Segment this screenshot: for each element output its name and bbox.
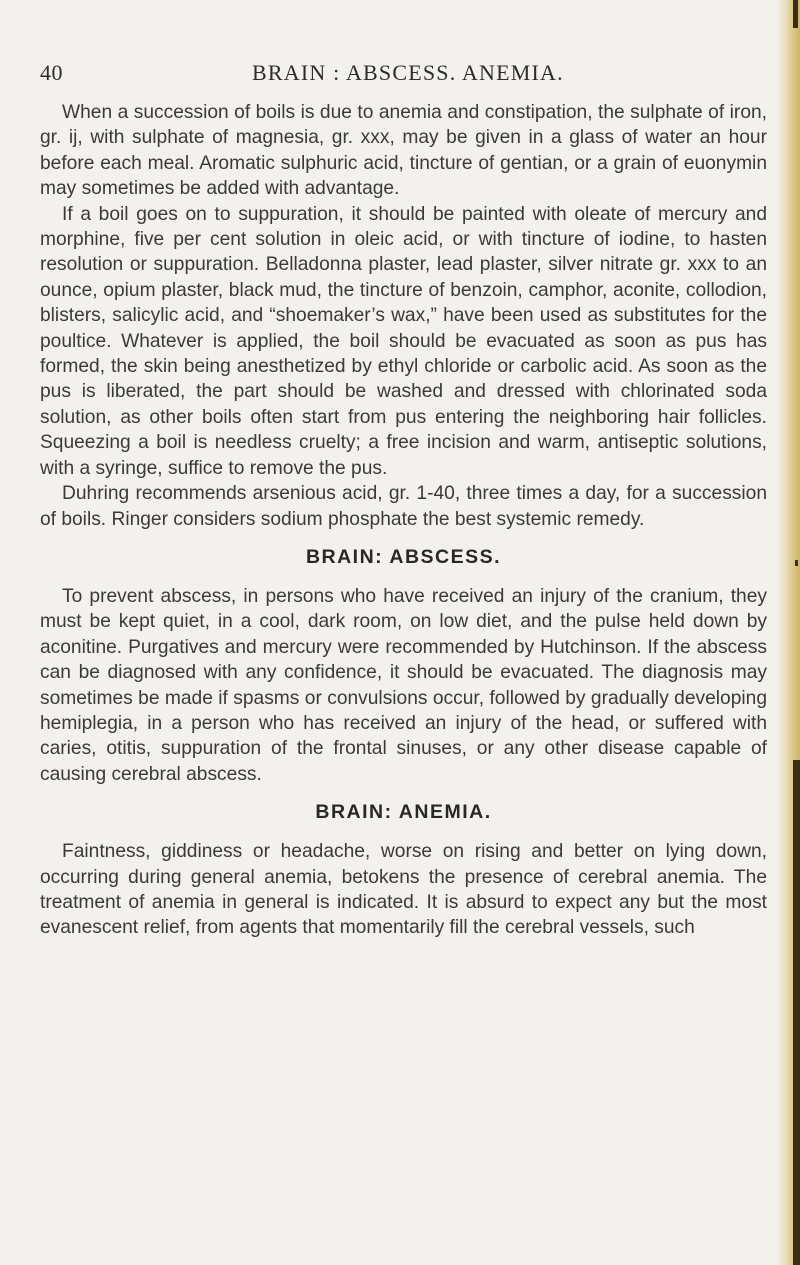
paragraph-abscess: To prevent abscess, in persons who have received an injury of the cranium, they must be kept quiet, in a cool, dark room, on low diet, and the pulse held down by aconitine. Purgatives and mercury were recommended by Hutchinson. If the abscess can be diagnosed with any confidence, it should be evacuated. The diagnosis may sometimes be made if spasms or convulsions occur, followed by gradually developing hemiplegia, in a person who has received an injury of the head, or suffered with caries, otitis, suppuration of the frontal sinuses, or any other disease capable of causing cerebral abscess. (40, 585, 767, 785)
section-heading-abscess: BRAIN: ABSCESS. (305, 545, 502, 568)
paragraph-anemia: Faintness, giddiness or headache, worse on rising and better on lying down, occurring during general anemia, betokens the presence of cerebral anemia. The treatment of anemia in general is indicated. It is absurd to expect any but the most evanescent relief, from agents that momentarily fill the cerebral vessels, such (40, 841, 767, 939)
paragraph-duhring: Duhring recommends arsenious acid, gr. 1-40, three times a day, for a succession of boils. Ringer considers sodium phosphate the best systemic remedy. (40, 483, 767, 530)
running-head (40, 60, 760, 92)
body-text (40, 100, 767, 941)
page-edge-mark (793, 0, 798, 28)
running-title: BRAIN : ABSCESS. ANEMIA. (252, 60, 564, 85)
paragraph-boils-anemia: When a succession of boils is due to anemia and constipation, the sulphate of iron, gr. ij, with sulphate of magnesia, gr. xxx, may be given in a glass of water an hour before each meal. Aromatic sulphuric acid, tincture of gentian, or a grain of euonymin may sometimes be added with advantage. (40, 102, 767, 200)
section-heading-anemia: BRAIN: ANEMIA. (315, 801, 492, 824)
paragraph-suppuration: If a boil goes on to suppuration, it should be painted with oleate of mercury and morphine, five per cent solution in oleic acid, or with tincture of iodine, to hasten resolution or suppuration. Belladonna plaster, lead plaster, silver nitrate gr. xxx to an ounce, opium plaster, black mud, the tincture of benzoin, camphor, aconite, collodion, blisters, salicylic acid, and “shoemaker’s wax,” have been used as substitutes for the poultice. Whatever is applied, the boil should be evacuated as soon as pus has formed, the skin being anesthetized by ethyl chloride or carbolic acid. As soon as the pus is liberated, the part should be washed and dressed with chlorinated soda solution, as other boils often start from pus entering the neighboring hair follicles. Squeezing a boil is needless cruelty; a free incision and warm, antiseptic solutions, with a syringe, suffice to remove the pus. (40, 203, 767, 479)
page-edge-mark (793, 760, 800, 1265)
page-edge-mark (795, 560, 798, 566)
page-number: 40 (40, 60, 63, 85)
page-edge-shading (776, 0, 800, 1265)
